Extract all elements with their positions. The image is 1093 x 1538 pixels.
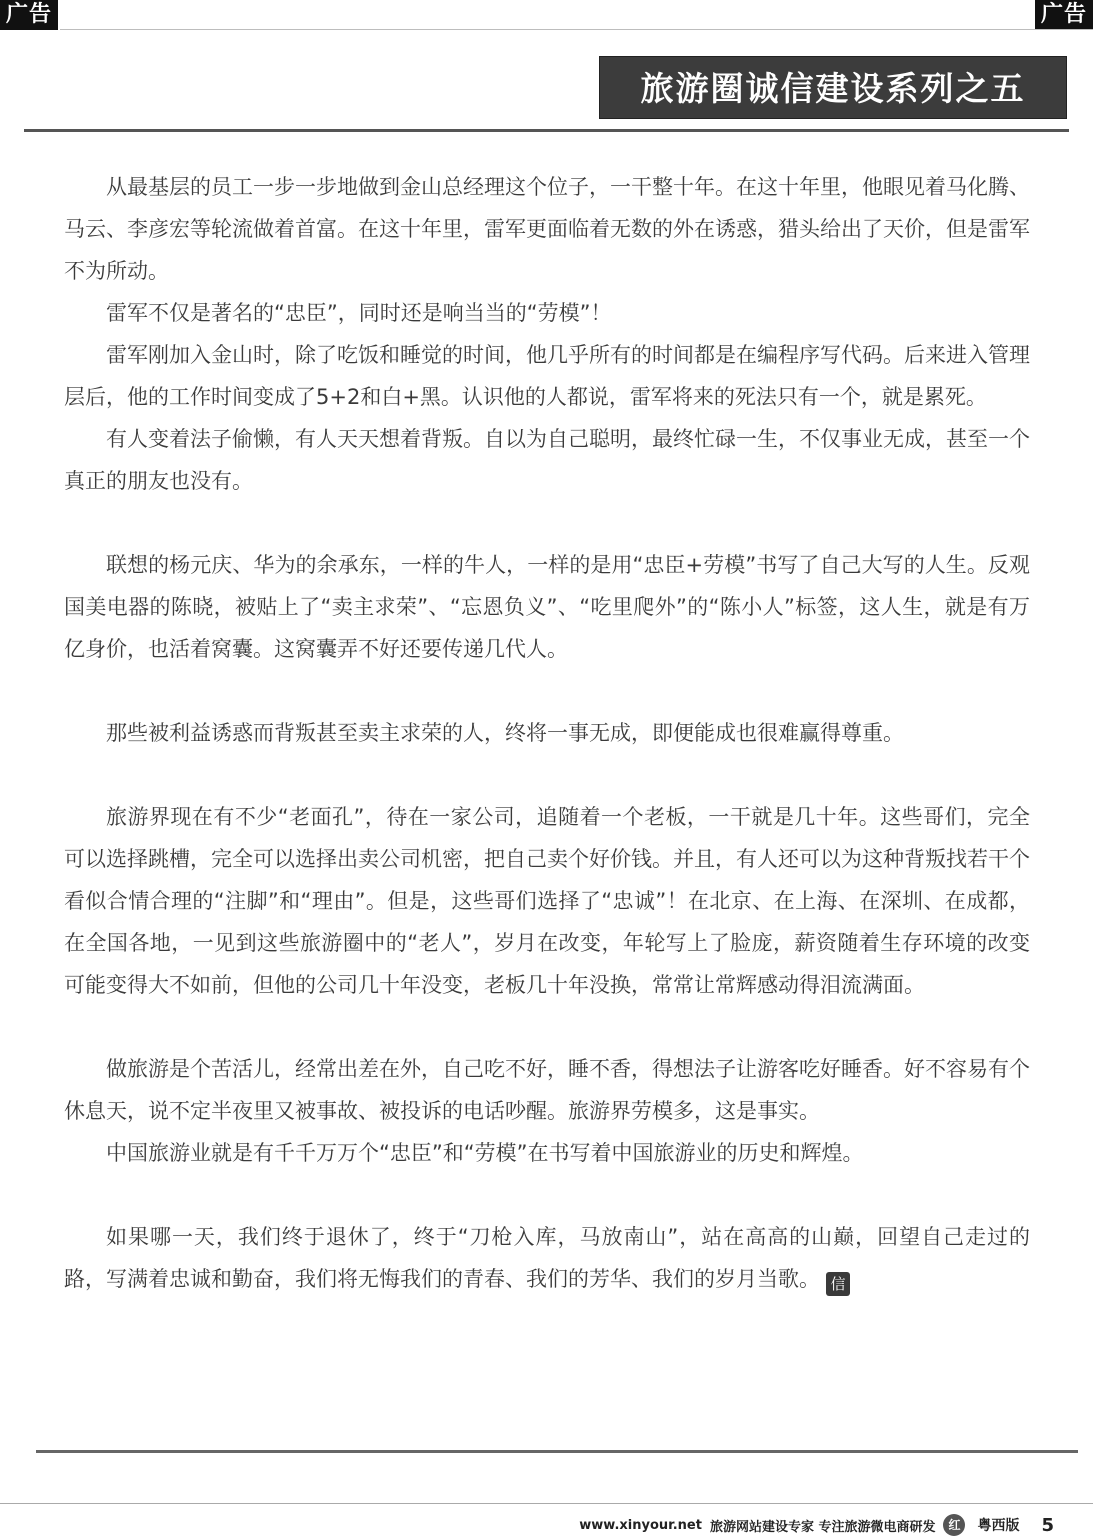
page-number: 5 — [1041, 1514, 1054, 1536]
end-mark-icon: 信 — [826, 1272, 850, 1296]
page-footer — [560, 1512, 1090, 1538]
paragraph-gap — [64, 670, 1030, 712]
header-divider — [24, 129, 1069, 132]
paragraph: 从最基层的员工一步一步地做到金山总经理这个位子，一干整十年。在这十年里，他眼见着马化腾、马云、李彦宏等轮流做着首富。在这十年里，雷军更面临着无数的外在诱惑，猎头给出了天价，但是雷军不为所动。 — [64, 175, 1030, 283]
paragraph-last — [64, 1216, 1030, 1300]
paragraph: 雷军不仅是著名的“忠臣”，同时还是响当当的“劳模”！ — [106, 301, 612, 325]
footer-bottom-divider — [0, 1503, 1093, 1504]
paragraph: 那些被利益诱惑而背叛甚至卖主求荣的人，终将一事无成，即便能成也很难赢得尊重。 — [106, 721, 904, 745]
footer-divider — [36, 1450, 1078, 1453]
ad-tag-left: 广告 — [0, 0, 58, 30]
paragraph: 有人变着法子偷懒，有人天天想着背叛。自以为自己聪明，最终忙碌一生，不仅事业无成，甚至一个真正的朋友也没有。 — [64, 427, 1030, 493]
paragraph: 旅游界现在有不少“老面孔”，待在一家公司，追随着一个老板，一干就是几十年。这些哥们，完全可以选择跳槽，完全可以选择出卖公司机密，把自己卖个好价钱。并且，有人还可以为这种背叛找若干个看似合情合理的“注脚”和“理由”。但是，这些哥们选择了“忠诚”！在北京、在上海、在深圳、在成都，在全国各地，一见到这些旅游圈中的“老人”，岁月在改变，年轮写上了脸庞，薪资随着生存环境的改变可能变得大不如前，但他的公司几十年没变，老板几十年没换，常常让常辉感动得泪流满面。 — [64, 805, 1030, 997]
paragraph-gap — [64, 754, 1030, 796]
paragraph-last-text: 如果哪一天，我们终于退休了，终于“刀枪入库，马放南山”，站在高高的山巅，回望自己走过的路，写满着忠诚和勤奋，我们将无悔我们的青春、我们的芳华、我们的岁月当歌。 — [64, 1225, 1030, 1291]
article-body — [64, 166, 1030, 1300]
paragraph: 雷军刚加入金山时，除了吃饭和睡觉的时间，他几乎所有的时间都是在编程序写代码。后来进入管理层后，他的工作时间变成了5+2和白+黑。认识他的人都说，雷军将来的死法只有一个，就是累死。 — [64, 343, 1030, 409]
brand-logo-icon: 红 — [943, 1514, 965, 1536]
paragraph: 中国旅游业就是有千千万万个“忠臣”和“劳模”在书写着中国旅游业的历史和辉煌。 — [106, 1141, 864, 1165]
paragraph: 做旅游是个苦活儿，经常出差在外，自己吃不好，睡不香，得想法子让游客吃好睡香。好不容易有个休息天，说不定半夜里又被事故、被投诉的电话吵醒。旅游界劳模多，这是事实。 — [64, 1057, 1030, 1123]
paragraph-gap — [64, 502, 1030, 544]
paragraph: 联想的杨元庆、华为的余承东，一样的牛人，一样的是用“忠臣+劳模”书写了自己大写的人生。反观国美电器的陈晓，被贴上了“卖主求荣”、“忘恩负义”、“吃里爬外”的“陈小人”标签，这人生，就是有万亿身价，也活着窝囊。这窝囊弄不好还要传递几代人。 — [64, 553, 1030, 661]
footer-site: www.xinyour.net — [579, 1517, 702, 1533]
footer-tagline: 旅游网站建设专家 专注旅游微电商研发 — [709, 1519, 936, 1535]
paragraph-gap — [64, 1006, 1030, 1048]
paragraph-gap — [64, 1174, 1030, 1216]
ad-tag-right: 广告 — [1035, 0, 1093, 30]
series-title: 旅游圈诚信建设系列之五 — [599, 56, 1067, 119]
top-divider — [60, 29, 1093, 30]
footer-edition: 粤西版 — [977, 1518, 1020, 1534]
